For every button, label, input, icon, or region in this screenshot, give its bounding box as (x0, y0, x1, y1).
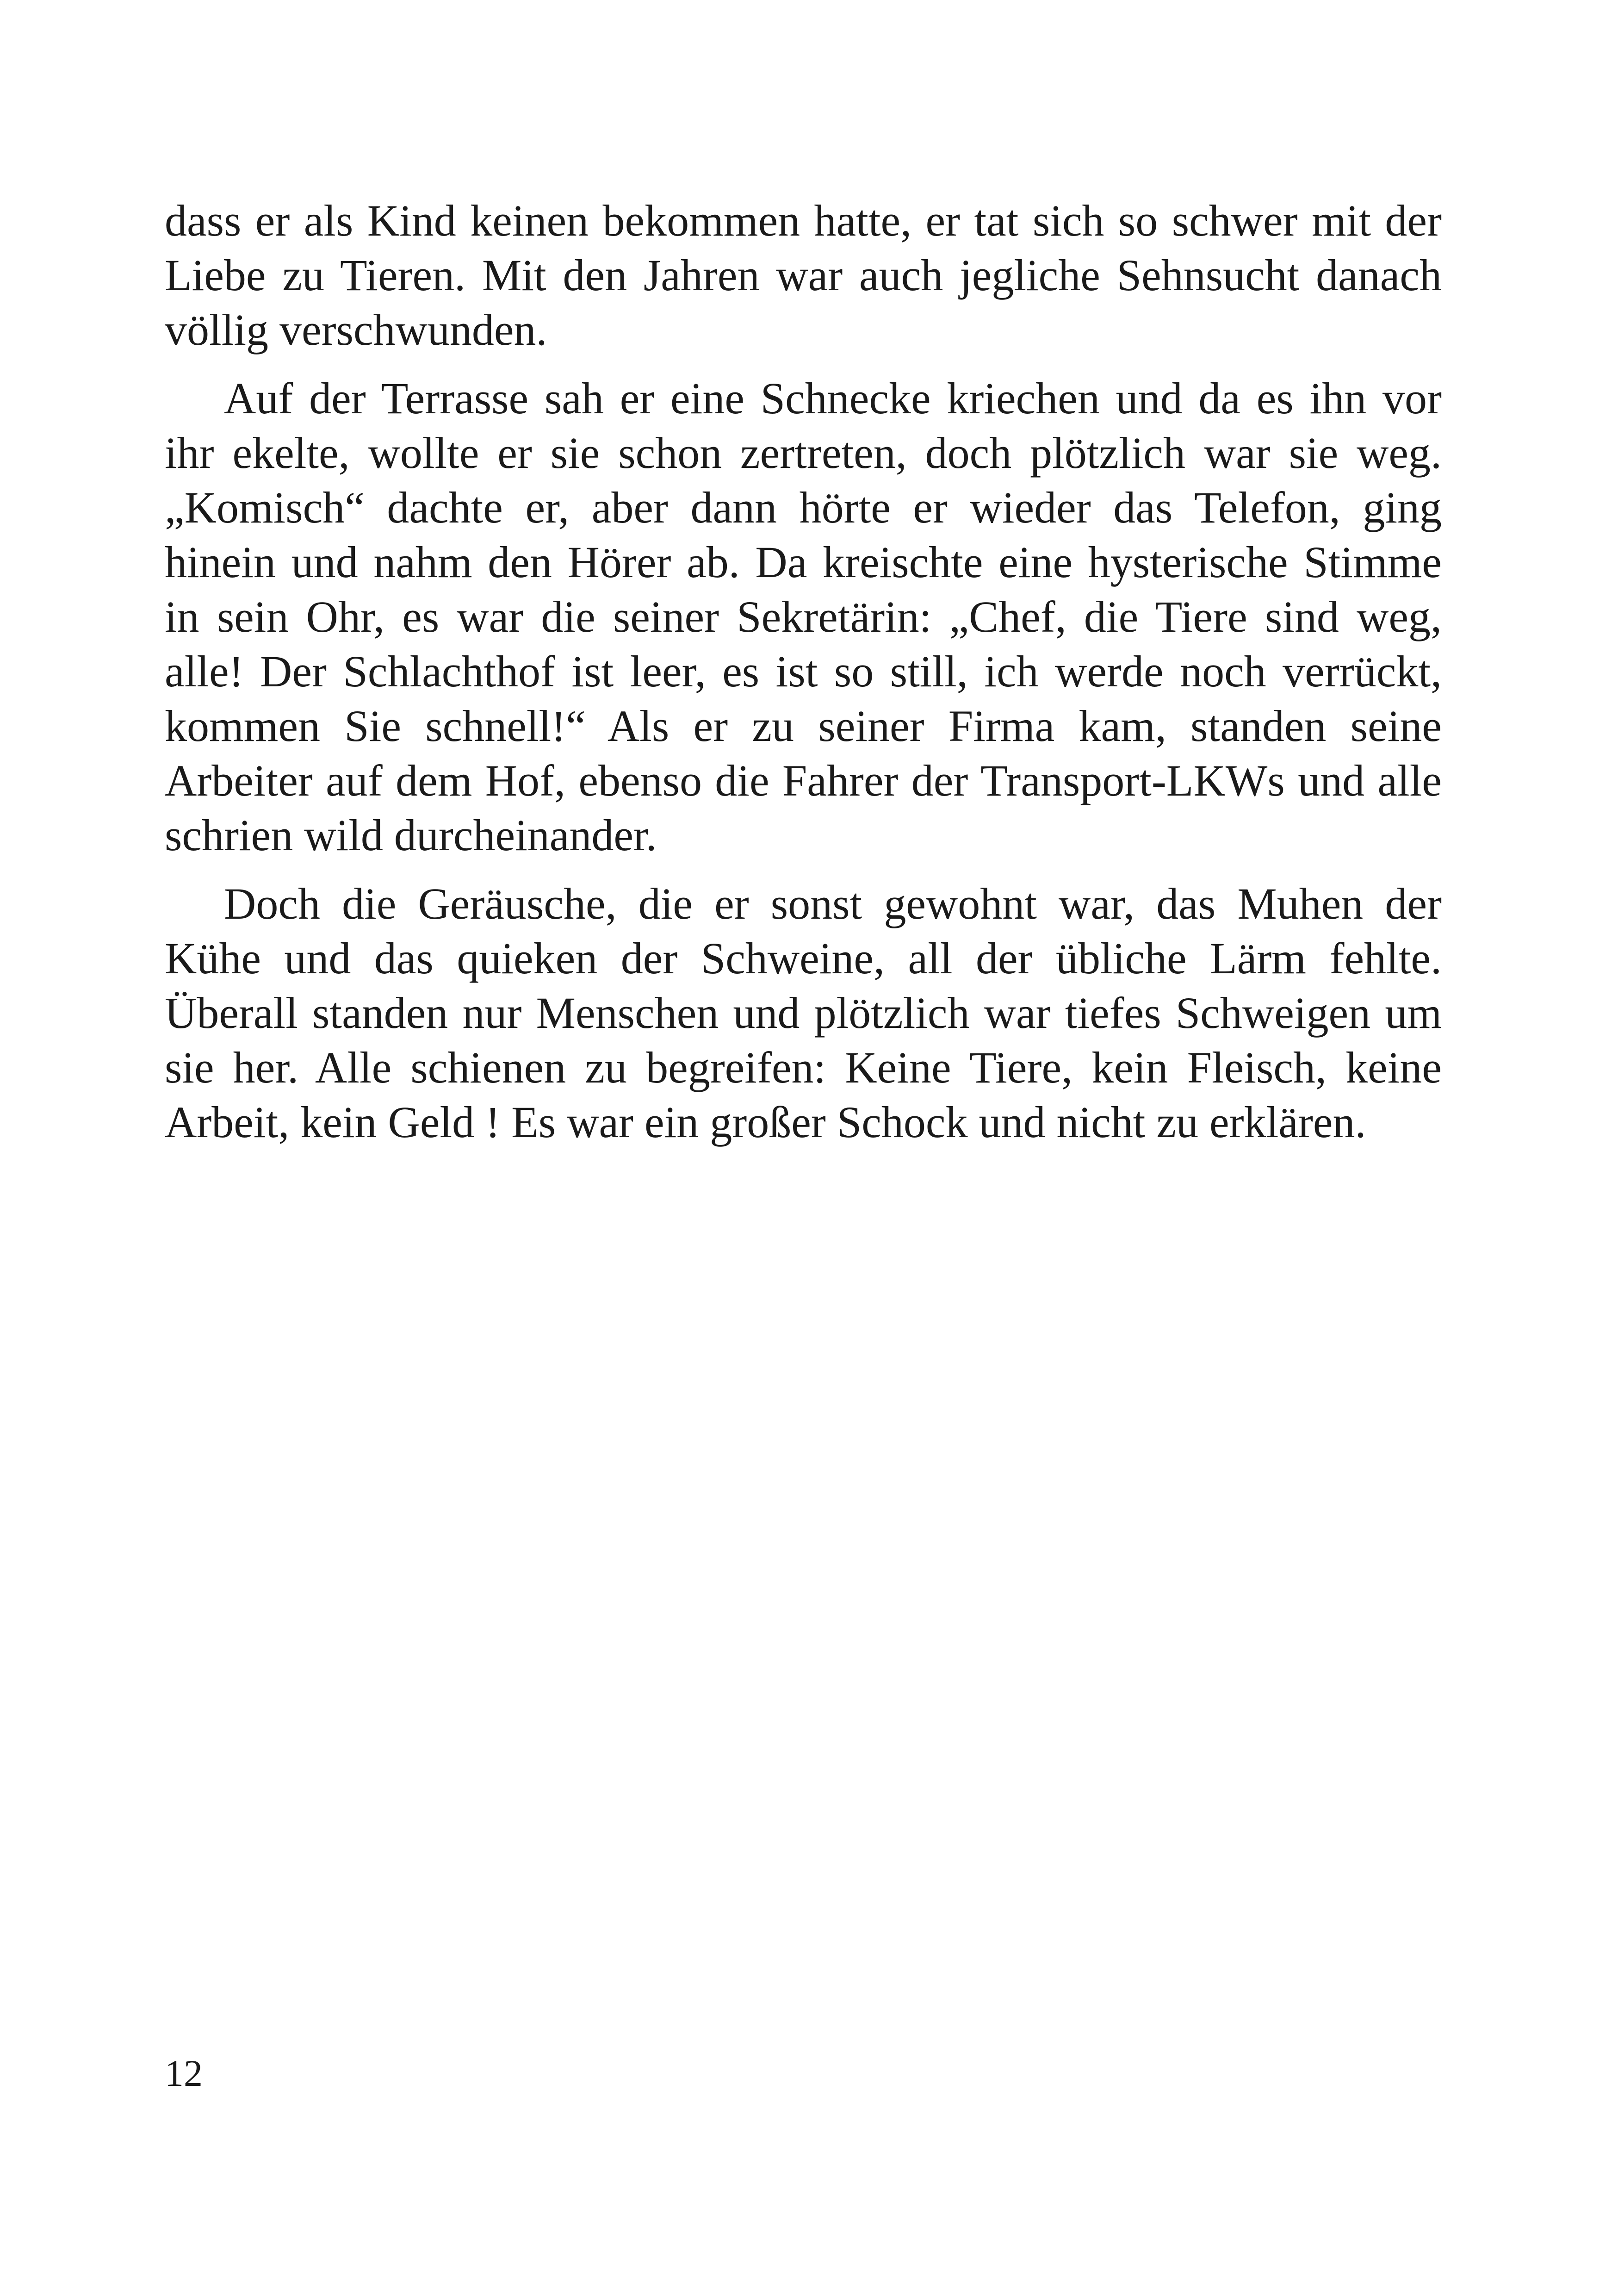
paragraph-1: dass er als Kind keinen bekommen hatte, er tat sich so schwer mit der Liebe zu Tieren. Mit den Jahren war auch jegliche Sehnsucht danach völlig verschwunden. (165, 196, 1442, 355)
page-number: 12 (165, 2052, 203, 2094)
paragraph-2: Auf der Terrasse sah er eine Schnecke kriechen und da es ihn vor ihr ekelte, wollte er sie schon zertreten, doch plötzlich war sie weg. „Komisch“ dachte er, aber dann hörte er wieder das Telefon, ging hinein und nahm den Hörer ab. Da kreischte eine hysterische Stimme in sein Ohr, es war die seiner Sekretärin: „Chef, die Tiere sind weg, alle! Der Schlachthof ist leer, es ist so still, ich werde noch verrückt, kommen Sie schnell!“ Als er zu seiner Firma kam, standen seine Arbeiter auf dem Hof, ebenso die Fahrer der Transport-LKWs und alle schrien wild durcheinander. (165, 373, 1442, 860)
body-text (165, 193, 1442, 1150)
paragraph-3: Doch die Geräusche, die er sonst gewohnt war, das Muhen der Kühe und das quieken der Schweine, all der übliche Lärm fehlte. Überall standen nur Menschen und plötzlich war tiefes Schweigen um sie her. Alle schienen zu begreifen: Keine Tiere, kein Fleisch, keine Arbeit, kein Geld ! Es war ein großer Schock und nicht zu erklären. (165, 879, 1442, 1147)
